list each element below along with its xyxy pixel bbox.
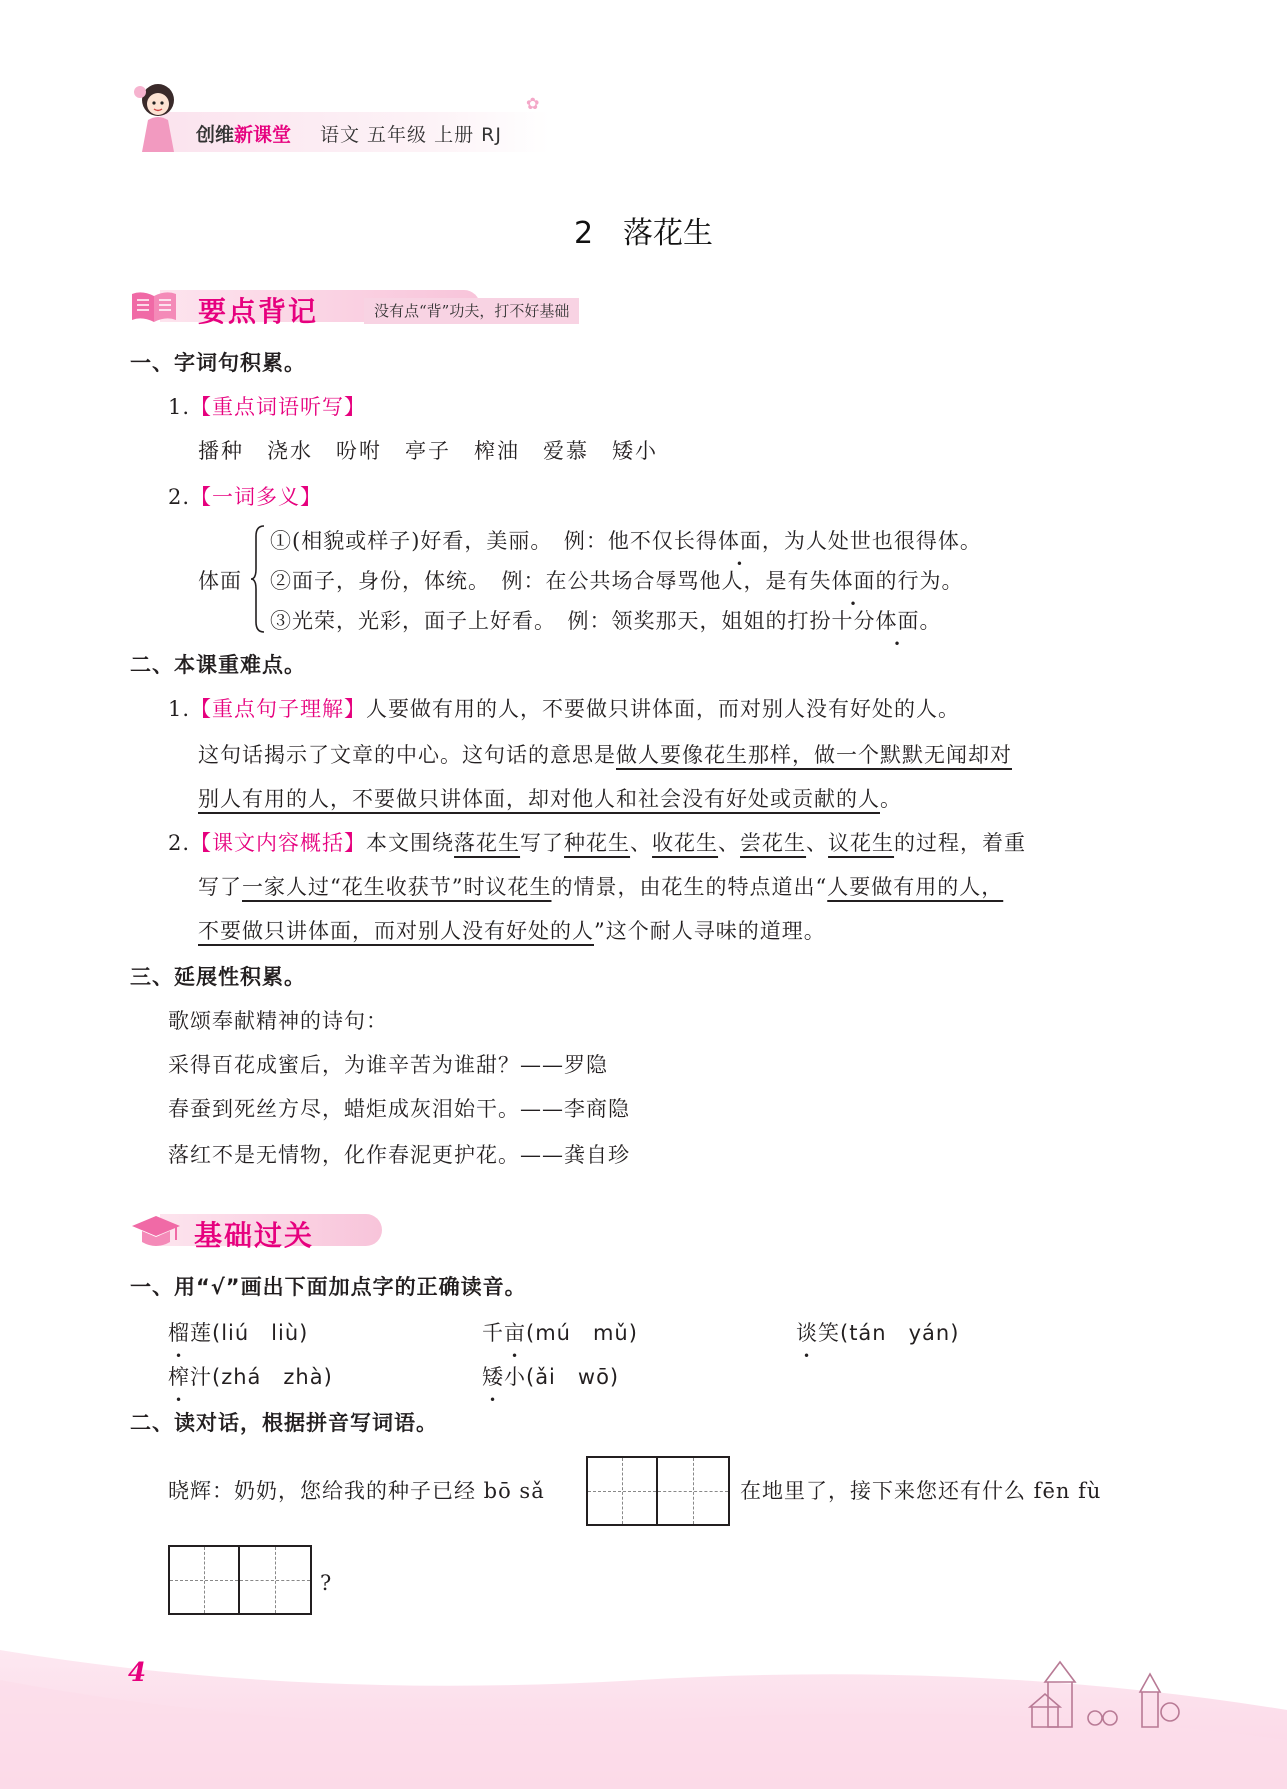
pinyin-item-1 [168,1318,308,1348]
dialogue-end-mark: ? [320,1571,333,1595]
summary-text: 的情景，由花生的特点道出“ [551,875,828,899]
meaning-text: ③光荣，光彩，面子上好看。 例：领奖那天，姐姐的打扮十分 [270,609,876,633]
underlined-text: 落花生 [454,831,521,855]
meaning-text: 的行为。 [875,569,964,593]
word-char: 千 [482,1321,504,1345]
grid-cell[interactable] [240,1547,310,1613]
summary-line-2 [198,872,1003,902]
pinyin-item-2 [482,1318,638,1348]
answer-grid-1[interactable] [586,1456,730,1526]
summary-text: 写了 [198,875,242,899]
page-header [128,78,548,152]
polysemy-meaning-1 [270,526,982,556]
dictation-words: 播种 浇水 吩咐 亭子 榨油 爱慕 矮小 [198,439,658,463]
dotted-word: 体面 [831,569,876,593]
polysemy-meaning-2 [270,566,964,596]
pinyin-item-4 [168,1362,333,1392]
open-book-icon [130,288,178,324]
lesson-title: 2 落花生 [573,216,714,251]
banner-title: 基础过关 [194,1219,315,1252]
explanation-text: 。 [880,787,902,811]
word-char: 汁 [190,1365,212,1389]
pinyin-options[interactable]: (mú mǔ) [526,1321,638,1345]
page-number: 4 [128,1658,147,1688]
question-1: 一、用“√”画出下面加点字的正确读音。 [130,1275,527,1299]
dotted-char: 谈 [796,1321,818,1345]
underlined-text: 种花生 [564,831,631,855]
item-polysemy [168,482,322,512]
dotted-char: 亩 [504,1321,526,1345]
brand-part-a: 创维 [196,124,235,146]
item-number: 1. [168,395,191,419]
pinyin-item-5 [482,1362,619,1392]
underlined-text: 做人要像花生那样，做一个默默无闻却对 [616,743,1012,767]
item-number: 1. [168,697,191,721]
pinyin-options[interactable]: (tán yán) [840,1321,960,1345]
castle-house-icon [1010,1652,1180,1732]
word-char: 莲 [190,1321,212,1345]
underlined-text: 别人有用的人，不要做只讲体面，却对他人和社会没有好处或贡献的人 [198,787,880,811]
explanation-text: 这句话揭示了文章的中心。这句话的意思是 [198,743,616,767]
underlined-text: 议花生 [828,831,895,855]
item-number: 2. [168,485,191,509]
dotted-word: 体面 [875,609,920,633]
grid-cell[interactable] [658,1458,728,1524]
question-2: 二、读对话，根据拼音写词语。 [130,1411,438,1435]
section-banner-basics [130,1208,390,1252]
item-label: 【重点词语听写】 [190,395,367,419]
heading-key-points: 二、本课重难点。 [130,653,306,677]
dotted-char: 矮 [482,1365,504,1389]
pinyin-options[interactable]: (liú liù) [212,1321,309,1345]
heading-accumulation: 一、字词句积累。 [130,351,306,375]
summary-text: 、 [718,831,741,855]
pinyin-item-3 [796,1318,959,1348]
dialogue-part-1: 晓辉：奶奶，您给我的种子已经 bō sǎ [168,1479,545,1503]
polysemy-word: 体面 [198,569,242,593]
summary-line-3 [198,916,826,946]
poem-line-1: 采得百花成蜜后，为谁辛苦为谁甜？——罗隐 [168,1053,608,1077]
meaning-text: ，为人处世也很得体。 [761,529,982,553]
underlined-text: 收花生 [652,831,719,855]
meaning-text: ②面子，身份，体统。 例：在公共场合辱骂他人，是有失 [270,569,832,593]
word-char: 笑 [818,1321,840,1345]
summary-text: 的过程，着重 [894,831,1027,855]
underlined-text: 尝花生 [740,831,807,855]
item-number: 2. [168,831,191,855]
item-sentence-understanding [168,694,960,724]
word-char: 小 [504,1365,526,1389]
meaning-text: ①(相貌或样子)好看，美丽。 例：他不仅长得 [270,529,718,553]
item-content-summary [168,828,1026,858]
book-info: 语文 五年级 上册 RJ [320,124,502,146]
banner-title: 要点背记 [198,295,319,328]
brand-name [196,120,291,147]
star-icon: ✿ [526,94,540,113]
grid-cell[interactable] [170,1547,240,1613]
answer-grid-2[interactable] [168,1545,312,1615]
graduation-cap-icon [130,1212,182,1250]
item-dictation [168,392,366,422]
summary-text: 写了 [520,831,565,855]
heading-extension: 三、延展性积累。 [130,965,306,989]
left-brace-icon [250,524,266,634]
summary-text: 、 [806,831,829,855]
poem-line-3: 落红不是无情物，化作春泥更护花。——龚自珍 [168,1143,630,1167]
dotted-char: 榨 [168,1365,190,1389]
item-label: 【重点句子理解】 [190,697,367,721]
banner-tagline: 没有点“背”功夫，打不好基础 [364,298,579,324]
sentence-explanation-line-1 [198,740,1012,770]
poem-intro: 歌颂奉献精神的诗句： [168,1009,388,1033]
summary-text: 、 [630,831,653,855]
dotted-char: 榴 [168,1321,190,1345]
underlined-text: 一家人过“花生收获节”时议花生 [242,875,552,899]
underlined-text: 人要做有用的人， [827,875,1004,899]
sentence-explanation-line-2 [198,784,902,814]
dotted-word: 体面 [717,529,762,553]
meaning-text: 。 [919,609,942,633]
underlined-text: 不要做只讲体面，而对别人没有好处的人 [198,919,594,943]
item-label: 【一词多义】 [190,485,323,509]
grid-cell[interactable] [588,1458,658,1524]
pinyin-options[interactable]: (ǎi wō) [526,1365,620,1389]
summary-text: 本文围绕 [366,831,455,855]
poem-line-2: 春蚕到死丝方尽，蜡炬成灰泪始干。——李商隐 [168,1097,630,1121]
polysemy-meaning-3 [270,606,942,636]
section-banner-key-points [130,284,620,328]
dialogue-part-2: 在地里了，接下来您还有什么 fēn fù [740,1479,1102,1503]
pinyin-options[interactable]: (zhá zhà) [212,1365,333,1389]
item-label: 【课文内容概括】 [190,831,367,855]
brand-part-b: 新课堂 [234,124,292,146]
key-sentence: 人要做有用的人，不要做只讲体面，而对别人没有好处的人。 [366,697,961,721]
cartoon-girl-icon [128,78,190,152]
summary-text: ”这个耐人寻味的道理。 [594,919,826,943]
